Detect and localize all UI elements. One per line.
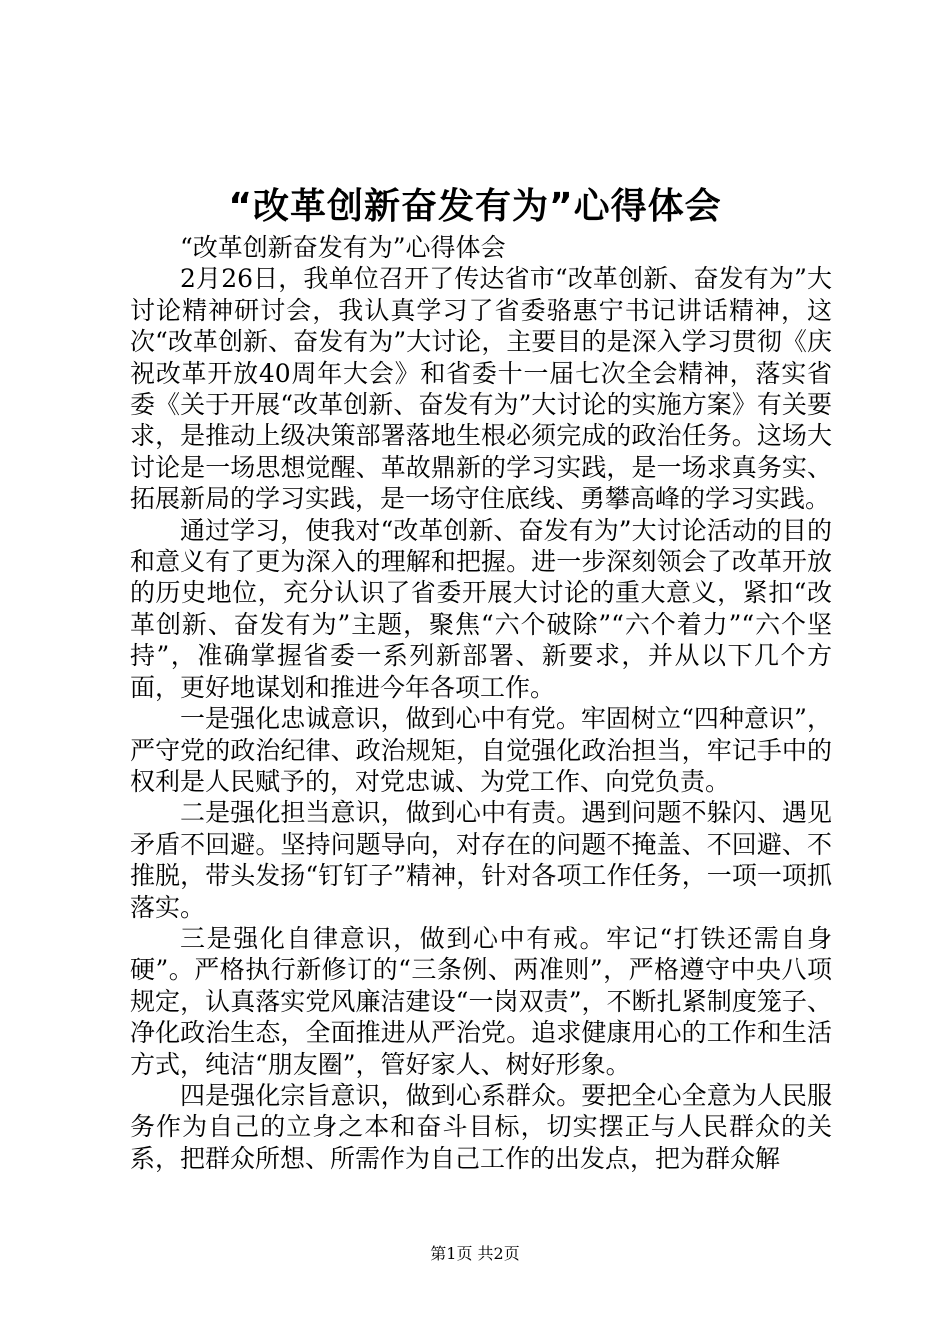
discipline-paragraph: 三是强化自律意识，做到心中有戒。牢记“打铁还需自身硬”。严格执行新修订的“三条例、两准则”，严格遵守中央八项规定，认真落实党风廉洁建设“一岗双责”，不断扎紧制度笼子、净化政治生态，全面推进从严治党。追求健康用心的工作和生活方式，纯洁“朋友圈”，管好家人、树好形象。 (130, 923, 832, 1079)
study-paragraph: 通过学习，使我对“改革创新、奋发有为”大讨论活动的目的和意义有了更为深入的理解和把握。进一步深刻领会了改革开放的历史地位，充分认识了省委开展大讨论的重大意义，紧扣“改革创新、奋发有为”主题，聚焦“六个破除”“六个着力”“六个坚持”，准确掌握省委一系列新部署、新要求，并从以下几个方面，更好地谋划和推进今年各项工作。 (130, 515, 832, 702)
responsibility-paragraph: 二是强化担当意识，做到心中有责。遇到问题不躲闪、遇见矛盾不回避。坚持问题导向，对存在的问题不掩盖、不回避、不推脱，带头发扬“钉钉子”精神，针对各项工作任务，一项一项抓落实。 (130, 798, 832, 922)
loyalty-paragraph: 一是强化忠诚意识，做到心中有党。牢固树立“四种意识”，严守党的政治纪律、政治规矩，自觉强化政治担当，牢记手中的权利是人民赋予的，对党忠诚、为党工作、向党负责。 (130, 704, 832, 796)
page-number-footer: 第1页 共2页 (430, 1244, 520, 1263)
purpose-paragraph: 四是强化宗旨意识，做到心系群众。要把全心全意为人民服务作为自己的立身之本和奋斗目标，切实摆正与人民群众的关系，把群众所想、所需作为自己工作的出发点，把为群众解 (130, 1080, 832, 1173)
intro-paragraph: 2月26日，我单位召开了传达省市“改革创新、奋发有为”大讨论精神研讨会，我认真学习了省委骆惠宁书记讲话精神，这次“改革创新、奋发有为”大讨论，主要目的是深入学习贯彻《庆祝改革开放40周年大会》和省委十一届七次全会精神，落实省委《关于开展“改革创新、奋发有为”大讨论的实施方案》有关要求，是推动上级决策部署落地生根必须完成的政治任务。这场大讨论是一场思想觉醒、革故鼎新的学习实践，是一场求真务实、拓展新局的学习实践，是一场守住底线、勇攀高峰的学习实践。 (130, 264, 832, 514)
document-title: “改革创新奋发有为”心得体会 (228, 186, 722, 227)
subtitle-paragraph: “改革创新奋发有为”心得体会 (180, 233, 506, 262)
document-body (130, 232, 832, 1174)
